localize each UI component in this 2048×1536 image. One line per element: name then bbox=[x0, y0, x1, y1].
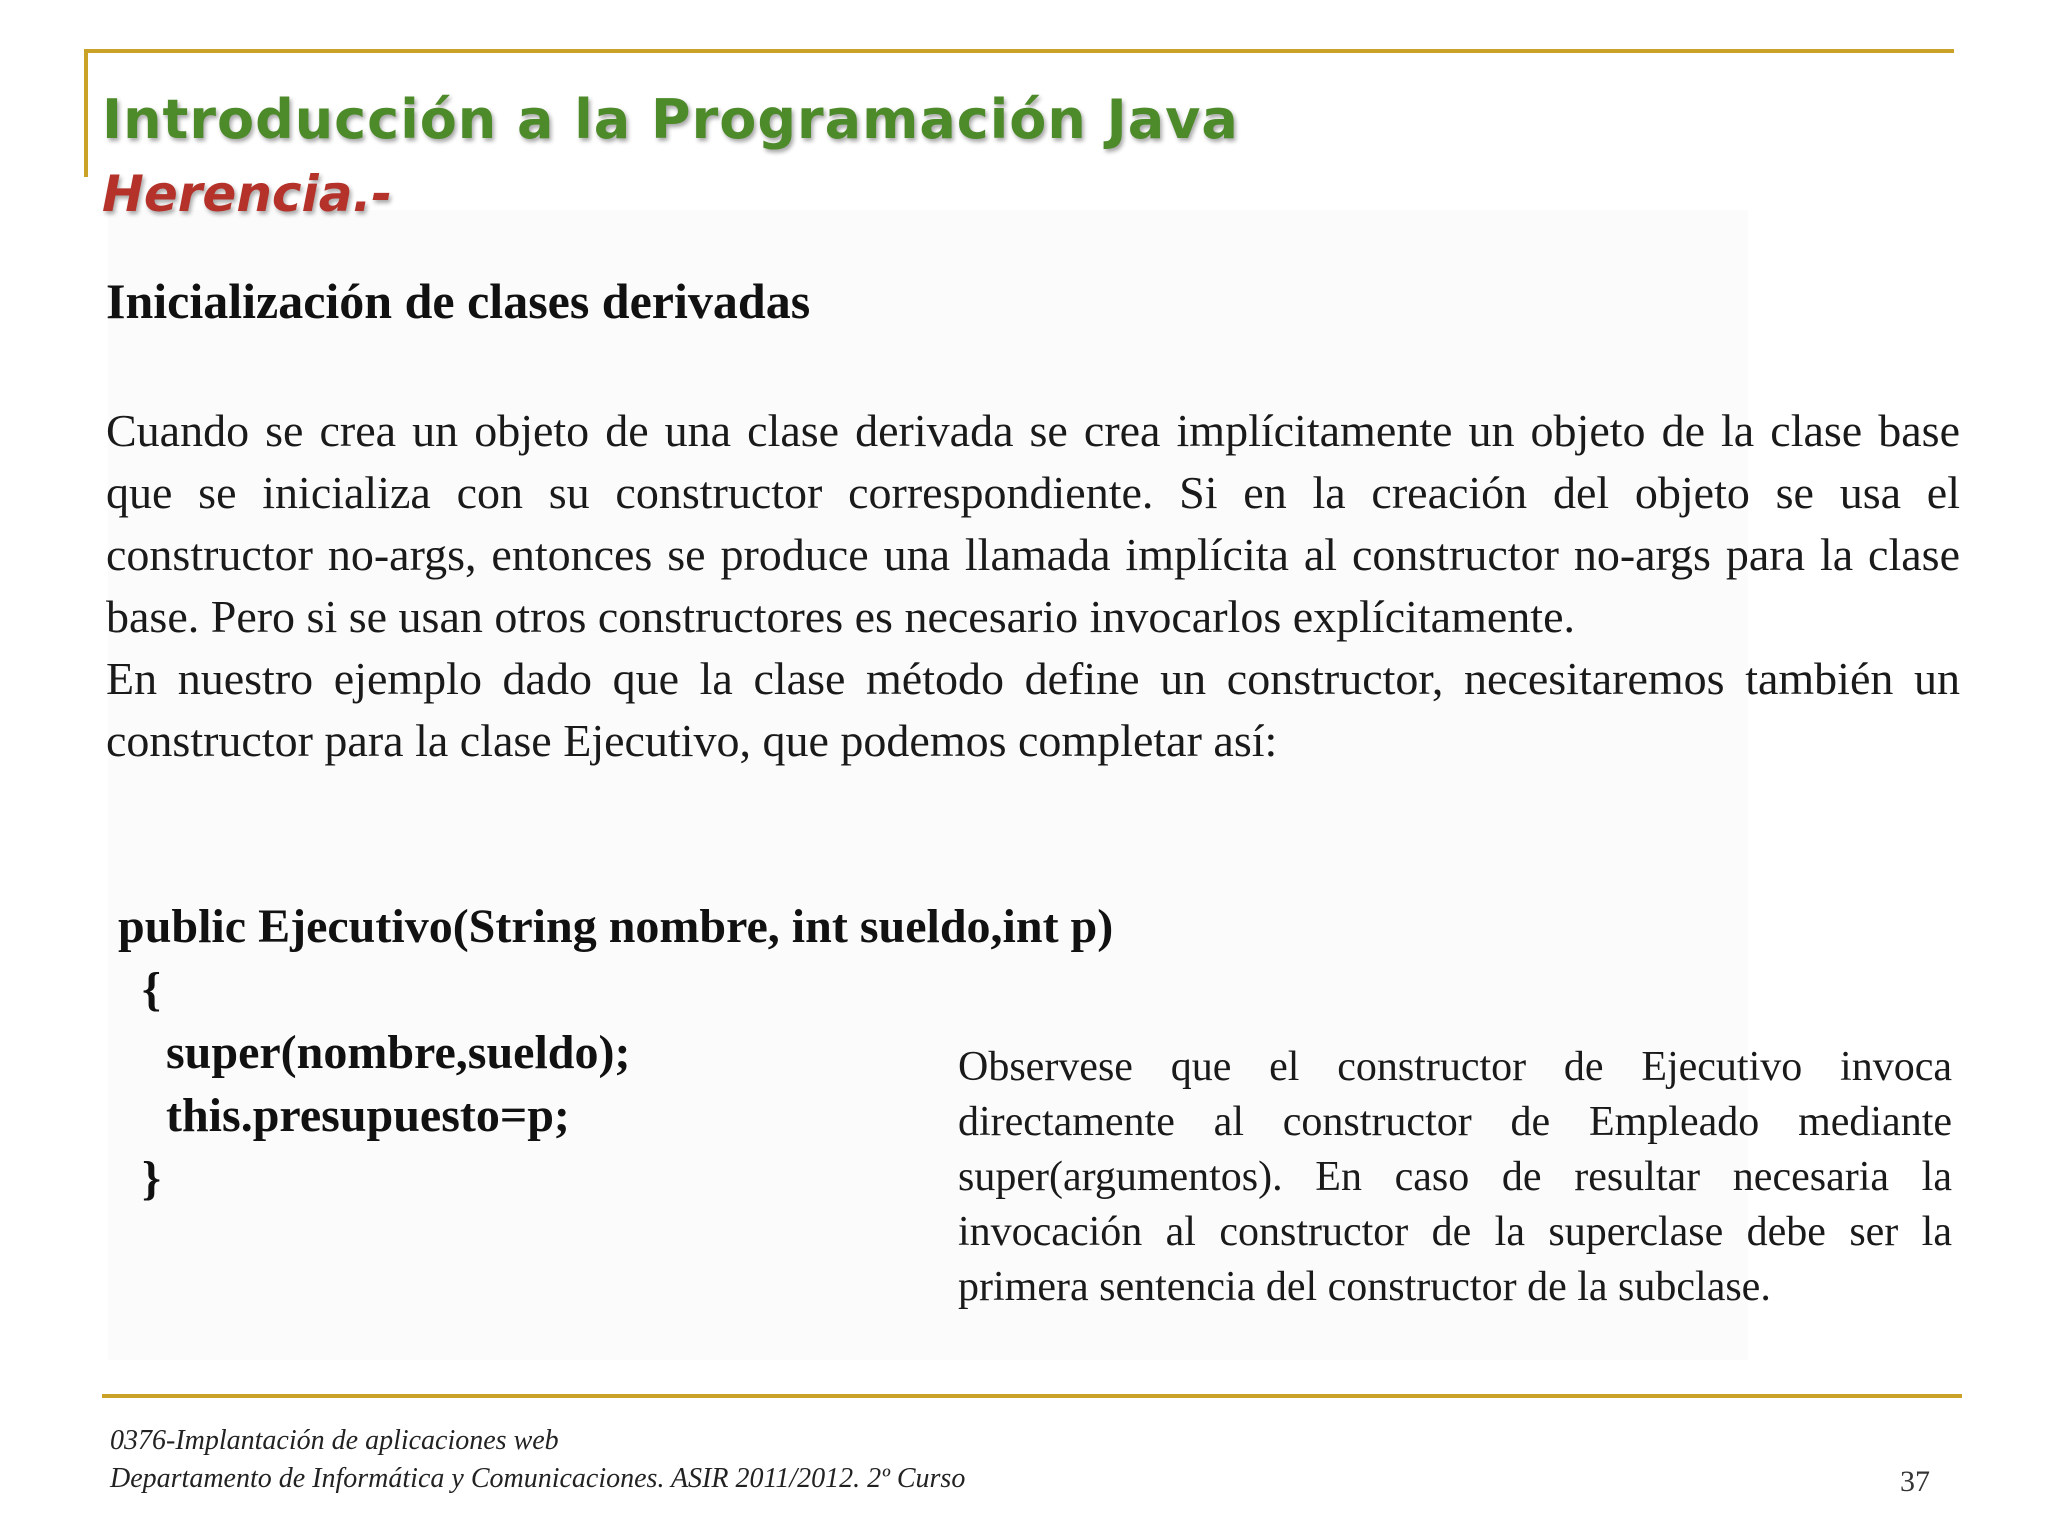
page-number: 37 bbox=[1900, 1465, 1930, 1498]
code-line: } bbox=[118, 1152, 161, 1205]
slide-subtitle: Herencia.- bbox=[102, 165, 393, 223]
code-line: super(nombre,sueldo); bbox=[118, 1026, 631, 1079]
body-paragraph: En nuestro ejemplo dado que la clase método define un constructor, necesitaremos también un constructor para la clase Ejecutivo, que podemos completar así: bbox=[106, 653, 1960, 766]
slide-title: Introducción a la Programación Java bbox=[102, 88, 1239, 151]
body-text bbox=[106, 400, 1960, 772]
code-line: public Ejecutivo(String nombre, int sueldo,int p) bbox=[118, 900, 1114, 953]
body-paragraph: Cuando se crea un objeto de una clase derivada se crea implícitamente un objeto de la clase base que se inicializa con su constructor correspondiente. Si en la creación del objeto se usa el constructor no-args, entonces se produce una llamada implícita al constructor no-args para la clase base. Pero si se usan otros constructores es necesario invocarlos explícitamente. bbox=[106, 405, 1960, 642]
footer-department: Departamento de Informática y Comunicaciones. ASIR 2011/2012. 2º Curso bbox=[110, 1463, 966, 1494]
header-top-rule bbox=[84, 49, 1954, 53]
side-note: Observese que el constructor de Ejecutivo invoca directamente al constructor de Empleado mediante super(argumentos). En caso de resultar necesaria la invocación al constructor de la superclase debe ser la primera sentencia del constructor de la subclase. bbox=[958, 1044, 1952, 1310]
section-heading: Inicialización de clases derivadas bbox=[106, 273, 811, 329]
code-line: this.presupuesto=p; bbox=[118, 1089, 570, 1142]
footer-rule bbox=[102, 1394, 1962, 1398]
footer-course: 0376-Implantación de aplicaciones web bbox=[110, 1425, 559, 1456]
footer bbox=[110, 1422, 965, 1498]
header-left-rule bbox=[84, 49, 88, 177]
code-line: { bbox=[118, 963, 161, 1016]
